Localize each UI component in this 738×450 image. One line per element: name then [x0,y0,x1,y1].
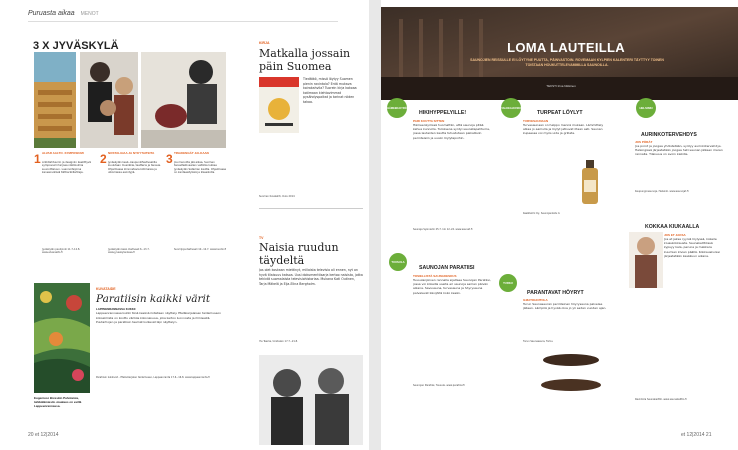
s2-foot: Kesähelmi Oy, Saunojankatu 4. [523,212,561,215]
item-3-body: Jos menoilta jää aikaa, Suomen tanssifestivaalien valtikka kulkee Jyväskylän Sataman kautta. Ohjelmassa on kantaesityksiä ja klassikoita. [174,161,227,175]
s2-body: Turvesaunaan on helppo mennä mukaan. Lämmittely alkaa jo aamulla ja löylyt jatkuvat iltaan asti. Saunan kupeessa voi myös uida ja grillata. [523,123,604,136]
s6-title: KOKKAA KIUKAALLA [645,224,700,230]
kirja-kicker: KIRJA [259,41,270,45]
badge-turku: TURKU [499,274,517,292]
item-1-foot: Jyväskylän paviljonki 11.7–12.8. www.alvaraalto.fi [42,248,81,254]
photo-building [34,52,76,148]
s3-body: Jos porot ja joogaa yhdistetään, syntyy aurinkotervehdys. Helsingissä järjestetään joogaa heti saunan jälkeen meren rannalla. Tilaisuus on avoin kaikille. [635,144,723,157]
s1-foot: Saunaja Sysiniemi 25.7. klo 12–24. www.saunat.fi [413,228,473,231]
badge-hameenkyro: HÄMEEN-KYRÖ [387,98,407,118]
kuvataide-body: Lappeenrannassa kukkii tänä kesänä ilotaiteen näyttely. Eteläkarjalaisen taidemuseon kokoelmista on koottu värikäs kokonaisuus, joka kertoo luonnosta ja ihmisestä. Puutarhojen ja paratiisin teemat kulkevat läpi näyttelyn. [96,311,221,325]
tv-kicker: TV [259,236,264,240]
item-3 [166,152,228,260]
s6-foot: Ravintola Saunakeittiö. www.saunakeittio.fi [635,398,687,401]
s6-body: Jos et jaksa ryyniä löylyssä, kokeile kiuaskokkausta. Saunakeittiössä kypsyy kala, peruna ja makkara kuumien kivien päällä. Kokkauskurssi järjestetään kesäkuun aikana. [664,237,720,258]
s2-title: TURPEAT LÖYLYT [537,110,583,116]
section-header [28,10,99,17]
s2-kicker: TURVESAUNAAN [523,119,549,123]
s4-title: SAUNOJAN PARATIISI [419,265,475,271]
item-2-number: 2 [100,152,107,166]
photo-group [80,52,138,148]
kuvataide-lead: LAPPEENRANNASSA KUKKII [96,307,136,311]
book-cover [259,77,299,133]
kuvataide-title: Paratiisin kaikki värit [96,293,211,305]
kirja-foot: Suomen Kuvalehti, Oulu 2014 [259,195,295,198]
item-2-body: Jyväskylän kesä -kaupunkifestivaalilla kuulutaan musiikkia, teatteria ja tanssia. Ohjelmassa kiinnostavia kotimaisia ja ulkomaisia esiintyjiä. [108,161,161,175]
kirja-body: Tiedätkö, missä löytyy Suomen pienin ravintola? Entä mukava koirakahvila? Tuorein kirja kokoaa kotimaan kiehtovimmat pysähdyspaikat ja tarinat niiden takaa. [303,77,357,104]
tv-title: Naisia ruudun täydeltä [259,241,339,267]
photo-performer [141,52,226,148]
right-footer: et 12|2014 21 [681,432,712,438]
item-2-head: NOSTALGIAA JA NYKYTAITEITA [108,151,155,155]
item-1-body: Arkkitehtuuriin ja designiin keskittyvä symposiumi tarjoaa näkökulmia suunnitteluun. Luennoitsijoina kansainvälisiä tähtiarkkitehteja. [42,161,92,175]
s1-kicker: PARI KUUTTA SITTEN [413,119,445,123]
s5-kicker: ILMATOHOITOLA [523,298,548,302]
woman-photo [629,232,663,288]
item-1-number: 1 [34,152,41,166]
item-3-number: 3 [166,152,173,166]
s5-body: Turun Saunaseuran perinteinen höyrysauna palvelee jälleen. Lämpöä ja hyvää oloa jo yli sadan vuoden ajan. [523,302,607,311]
s5-foot: Turun Saunaseura, Turku. [523,340,554,343]
painting-caption: Eugeniusz Brzeskin Paholaisia, tahikälämiestä -maalaus on esillä Lappeenrannassa. [34,396,82,408]
sausage-photo [536,345,606,405]
tv-photo [259,355,363,445]
item-1 [34,152,96,260]
s6-kicker: JOS ET JAKSA [664,233,686,237]
s1-title: HIKIHYPPELYILLE! [419,110,467,116]
item-2 [100,152,162,260]
s3-title: AURINKOTERVEHDYS [641,132,697,138]
right-subtitle: SAUNOJIEN REISSULLE EI LÖYTYNE PUUTTA, PÄINVASTOIN. ROVEMAAN KYLPIEN KALENTERI TÄYTTYY TOINEN TOISTAAN HOUKUTTELEVAMMILLA SAUNOILLA. [470,58,664,67]
jyvaskyla-title: 3 X JYVÄSKYLÄ [33,40,119,52]
right-page [381,0,738,450]
badge-tuusula: TUUSULA [389,253,407,271]
tv-foot: Yle Teema, torstaisin 17.7.–21.8. [259,340,298,343]
badge-valkeakoski: VALKEA-KOSKI [501,98,521,118]
bottle-photo [577,160,603,204]
s4-foot: Saunojan Paratiisi, Tuusula. www.paratiisi.fi [413,384,465,387]
s4-kicker: TOSIELLISTÄ SAUNAKESKUS [413,274,457,278]
item-3-head: TINAKENGÄT JALKAAN [174,151,209,155]
s4-body: Tuusulanjärven rannalla sijaitsee Saunojan Paratiisi, jossa voi kokeilla useita eri saunoja saman päivän aikana. Savusauna, turvesauna ja höyrysauna palvelevat kävijöitä koko kesän. [413,278,491,295]
kirja-title: Matkalla jossain päin Suomea [259,47,351,73]
tv-body: Jos olet koskaan miettinyt, millaista televisio oli ennen, nyt on hyvä tilaisuus katsoa. Uusi dokumenttisarja kertoo naisista, jotka tekivät suomalaista televisiohistoriaa. Mukana Kati Outinen, Tarja Mäkelä ja Eija-Elina Bergholm. [259,268,363,286]
item-1-head: ALVAR AALTO -SYMPOSIUMI [42,151,84,155]
section-name: Puruasta aikaa [28,10,75,17]
kuvataide-foot: Paratiisin kukkivat – Etelä-Karjalan taidemuseo, Lappeenranta 17.6.–16.8. www.lappeenranta.fi [96,376,210,379]
header-rule [28,21,338,22]
kirja-rule [259,208,363,209]
kuvataide-kicker: KUVATAIDE [96,287,116,291]
right-byline: TEKSTI Irina Nikkinen [546,84,576,88]
s3-foot: Kaupunginsaunoja, Helsinki. www.saunojat.fi [635,190,689,193]
gutter [369,0,381,450]
s1-body: Hämeenkyrössä huomattiin, että saunoja pitää kehua kunnolla. Tuloksena syntyi saunatapahtuma, jossa lauteiden kautta tutustutaan paikallisiin perinteisiin ja uusiin löylytapoihin. [413,123,490,140]
badge-helsinki: HELSINKI [636,98,656,118]
item-3-foot: Suomijoja-festivaali 10.–12.7. www.kuutio.fi [174,248,227,251]
left-footer: 20 et 12|2014 [28,432,59,438]
section-tag: MENOT [80,11,99,17]
right-title: LOMA LAUTEILLA [507,40,625,55]
s3-kicker: JOS PÖRÄT [635,140,653,144]
item-2-foot: Jyväskylän kesä -festivaali 6.–13.7. www.jyvaskylankesa.fi [108,248,150,254]
s5-title: PARANTAVAT HÖYRYT [527,290,584,296]
painting [34,283,90,393]
